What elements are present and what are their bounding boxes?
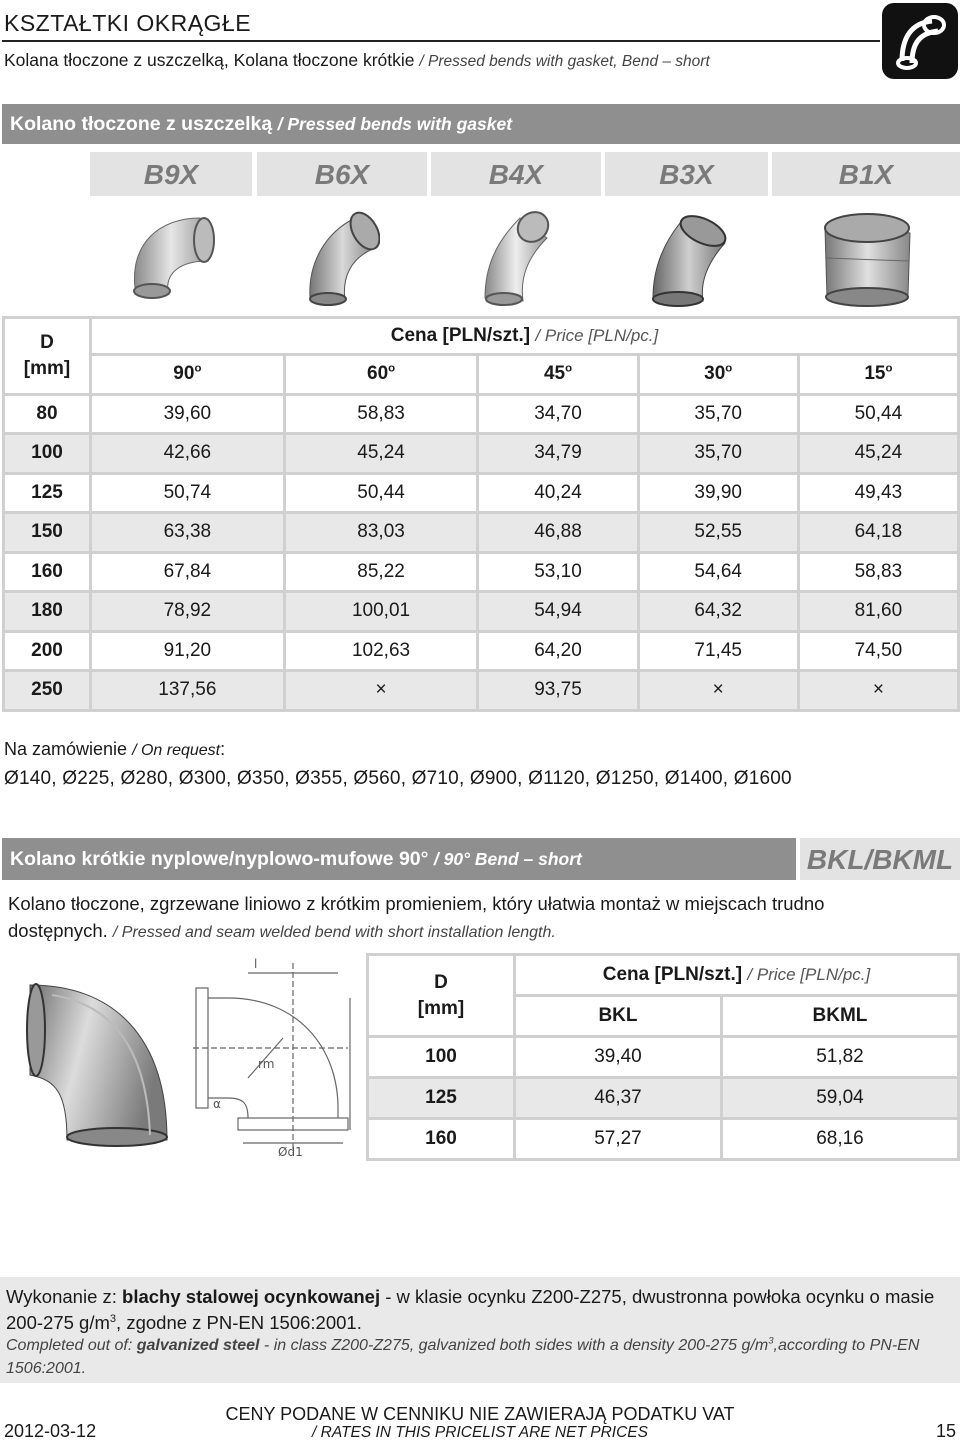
footer-note-en: / RATES IN THIS PRICELIST ARE NET PRICES [312,1424,648,1441]
bend-45-image [475,203,555,313]
section2-title-bar [2,838,796,880]
price-label-en: / Price [PLN/pc.] [535,326,659,345]
on-request-list: Ø140, Ø225, Ø280, Ø300, Ø350, Ø355, Ø560, Ø710, Ø900, Ø1120, Ø1250, Ø1400, Ø1600 [4,768,792,789]
drawing-label-rm: rm [258,1057,275,1071]
section1-title-bar [2,104,960,144]
bend-technical-drawing [188,958,358,1158]
model-tab-b6x: B6X [257,152,427,196]
table-row: 80 39,60 58,83 34,70 35,70 50,44 [4,394,959,434]
col-header-bkl: BKL [515,996,722,1037]
model-tab-b3x: B3X [605,152,768,196]
table-row: 200 91,20 102,63 64,20 71,45 74,50 [4,631,959,671]
page-number: 15 [935,1421,956,1441]
section2-title-pl: Kolano krótkie nyplowe/nyplowo-mufowe 90° [10,848,429,870]
table-row: 160 67,84 85,22 53,10 54,64 58,83 [4,552,959,592]
on-request-label: Na zamówienie / On request: [4,739,226,759]
subtitle-pl: Kolana tłoczone z uszczelką, Kolana tłoczone krótkie [4,50,415,70]
drawing-label-alpha: α [213,1097,221,1111]
col-header-bkml: BKML [721,996,958,1037]
angle-header-15: 15$^o$ [798,355,958,395]
model-tab-b1x: B1X [772,152,960,196]
footer-date: 2012-03-12 [4,1421,97,1441]
angle-header-60: 60$^o$ [284,355,478,395]
page-title: KSZTAŁTKI OKRĄGŁE [4,10,252,36]
bend-logo-icon [882,3,958,79]
section2-description: Kolano tłoczone, zgrzewane liniowo z krótkim promieniem, który ułatwia montaż w miejscach trudno dostępnych. / Pressed and seam welded bend with short installation length. [8,893,825,941]
d-header: D [mm] [368,955,515,1037]
d-label: D [40,331,54,353]
bend-60-image [300,203,380,313]
page-subtitle [4,50,710,71]
table-row: 150 63,38 83,03 46,88 52,55 64,18 [4,513,959,553]
table-row: 250 137,56 × 93,75 × × [4,671,959,711]
angle-header-45: 45$^o$ [478,355,638,395]
price-header [91,318,959,355]
drawing-label-od: Ød1 [278,1145,303,1158]
drawing-label-l: l [254,958,258,971]
bend-90-image [120,203,220,313]
section2-title-en: / 90° Bend – short [433,849,582,869]
model-tab-b4x: B4X [431,152,601,196]
price-table-pressed-bends [2,316,960,712]
table-row: 180 78,92 100,01 54,94 64,32 81,60 [4,592,959,632]
table-row: 125 50,74 50,44 40,24 39,90 49,43 [4,473,959,513]
table-row: 100 42,66 45,24 34,79 35,70 45,24 [4,434,959,474]
table-row: 100 39,40 51,82 [368,1037,959,1078]
table-row: 125 46,37 59,04 [368,1078,959,1119]
angle-header-90: 90$^o$ [91,355,285,395]
footer-note-pl: CENY PODANE W CENNIKU NIE ZAWIERAJĄ PODATKU VAT [225,1404,735,1424]
table-row: 160 57,27 68,16 [368,1119,959,1160]
angle-header-30: 30$^o$ [638,355,798,395]
d-unit: [mm] [23,357,71,379]
material-text-pl: Wykonanie z: blachy stalowej ocynkowanej - w klasie ocynku Z200-Z275, dwustronna powłoka ocynku o masie 200-275 $g/m^3$, zgodne z PN-EN 1506:2001. [6,1286,935,1333]
d-header [4,318,91,395]
section1-title-pl: Kolano tłoczone z uszczelką [10,113,273,135]
header-rule [2,40,880,42]
bend-15-image [820,203,915,313]
price-header: Cena [PLN/szt.] / Price [PLN/pc.] [515,955,959,996]
price-table-short-bends [366,953,960,1161]
material-text-en: Completed out of: galvanized steel - in class Z200-Z275, galvanized both sides with a density 200-275 $g/m^3,according$ to PN-EN 1506:2001. [6,1335,920,1377]
bend-30-image [645,203,730,313]
model-tab-b9x: B9X [90,152,252,196]
subtitle-en: / Pressed bends with gasket, Bend – short [419,53,710,70]
section1-title-en: / Pressed bends with gasket [277,114,513,134]
price-label: Cena [PLN/szt.] [390,325,531,346]
section2-code: BKL/BKML [800,838,960,880]
bend-short-photo [22,975,172,1150]
